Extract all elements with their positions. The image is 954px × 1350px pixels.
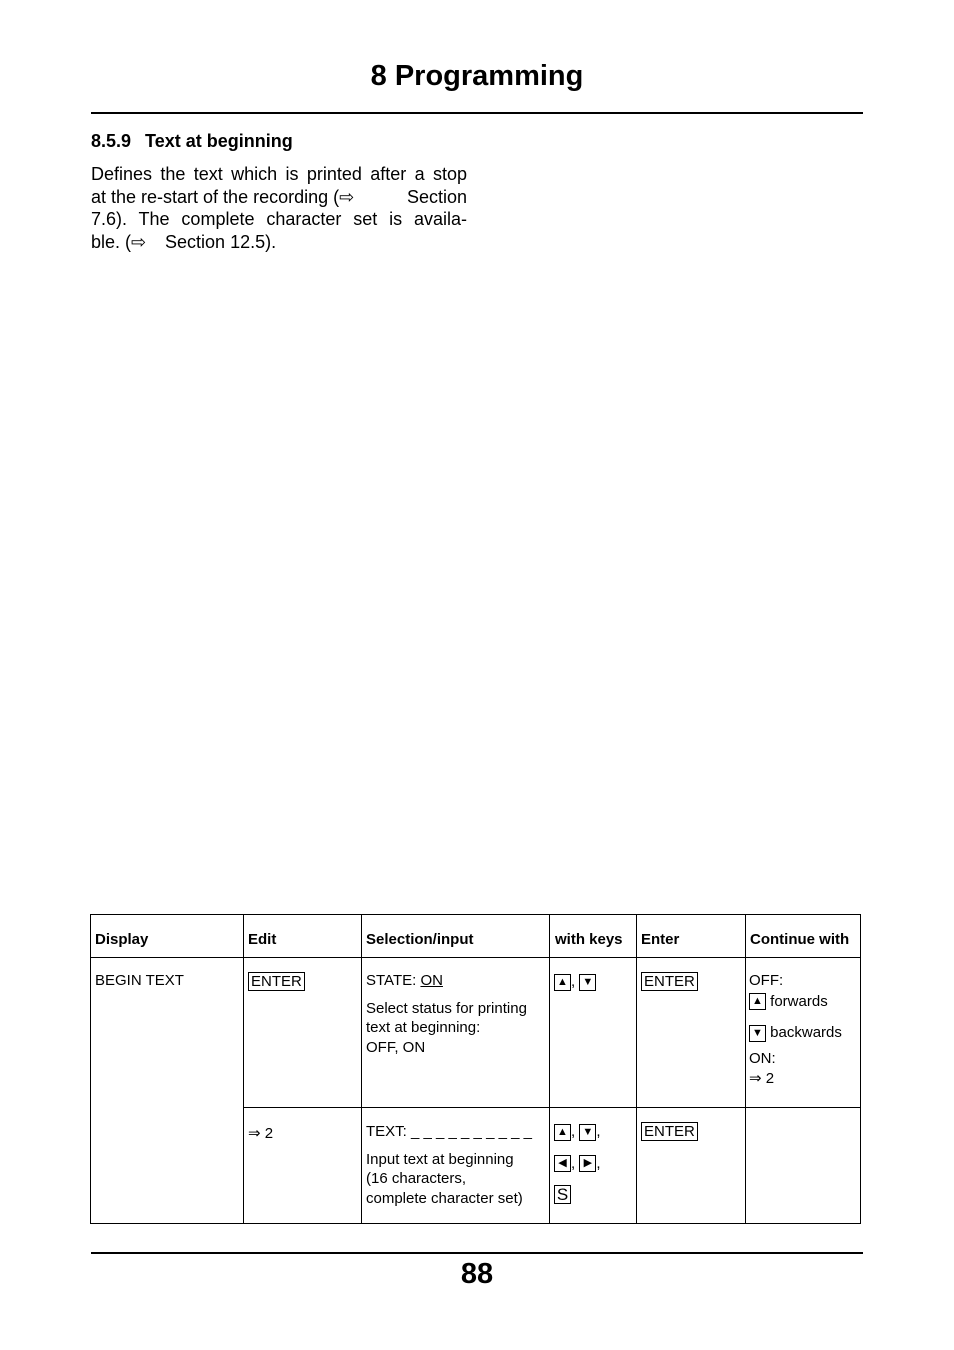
selection-desc: complete character set) [366, 1189, 523, 1207]
body-line: 7.6). The complete character set is availa- [91, 209, 467, 229]
implies-arrow-icon: ⇒ [248, 1125, 261, 1142]
state-value: ON [420, 972, 443, 989]
enter-key: ENTER [641, 972, 698, 991]
backwards-label: backwards [770, 1024, 842, 1041]
key-separator: , [571, 1123, 576, 1140]
right-arrow-key-icon: ▶ [579, 1155, 596, 1172]
table-border [745, 914, 746, 1224]
on-target: 2 [765, 1070, 775, 1087]
body-line [91, 186, 467, 209]
state-label: STATE: [366, 972, 421, 989]
keys-cell [554, 972, 596, 992]
body-text: ble. ( [91, 231, 132, 252]
body-line [91, 231, 467, 254]
table-border [243, 1107, 861, 1108]
section-number: 8.5.9 [91, 131, 132, 151]
text-label: TEXT: _ _ _ _ _ _ _ _ _ _ [366, 1123, 532, 1140]
table-border [860, 914, 861, 1224]
body-line: Defines the text which is printed after a stop [91, 164, 467, 184]
up-arrow-key-icon: ▲ [554, 1124, 571, 1141]
selection-desc: text at beginning: [366, 1019, 481, 1036]
section-heading [91, 131, 293, 152]
open-arrow-right-icon: ⇨ [339, 186, 355, 207]
table-border [243, 914, 244, 1224]
selection-cell [366, 1122, 546, 1208]
section-body [91, 163, 467, 253]
chapter-title: 8 Programming [370, 60, 584, 92]
keys-cell [554, 1122, 634, 1206]
down-arrow-key-icon: ▼ [749, 1025, 766, 1042]
implies-arrow-icon: ⇒ [749, 1070, 762, 1087]
selection-cell [366, 971, 546, 1057]
section-title: Text at beginning [145, 131, 293, 151]
body-text: at the re-start of the recording ( [91, 186, 340, 207]
forwards-label: forwards [770, 992, 828, 1010]
edit-cell [248, 1124, 273, 1144]
on-label: ON: [749, 1049, 776, 1067]
enter-cell [641, 972, 698, 992]
edit-cell [248, 972, 305, 992]
header-keys: with keys [555, 931, 623, 948]
header-rule [91, 112, 863, 114]
table-border [636, 914, 637, 1224]
header-enter: Enter [641, 931, 680, 948]
body-text: Section [406, 186, 467, 207]
left-arrow-key-icon: ◀ [554, 1155, 571, 1172]
header-edit: Edit [248, 931, 277, 948]
selection-desc: Input text at beginning [366, 1150, 514, 1168]
enter-key: ENTER [641, 1122, 698, 1141]
key-separator: , [571, 1154, 576, 1172]
off-label: OFF: [749, 972, 784, 989]
table-border [90, 914, 91, 1224]
footer-rule [91, 1252, 863, 1254]
open-arrow-right-icon: ⇨ [131, 231, 147, 252]
key-separator: , [571, 973, 576, 990]
body-text: Section 12.5). [165, 231, 277, 252]
up-arrow-key-icon: ▲ [749, 993, 766, 1010]
key-separator: , [596, 1123, 601, 1140]
down-arrow-key-icon: ▼ [579, 974, 596, 991]
enter-key: ENTER [248, 972, 305, 991]
down-arrow-key-icon: ▼ [579, 1124, 596, 1141]
table-border [361, 914, 362, 1224]
table-border [549, 914, 550, 1224]
display-begin-text: BEGIN TEXT [95, 972, 184, 989]
header-selection: Selection/input [366, 931, 474, 948]
key-separator: , [596, 1154, 601, 1172]
selection-desc: (16 characters, [366, 1170, 467, 1187]
header-continue: Continue with [750, 931, 850, 948]
edit-target: 2 [264, 1125, 274, 1142]
selection-desc: Select status for printing [366, 999, 527, 1017]
selection-desc: OFF, ON [366, 1038, 426, 1056]
programming-table [90, 914, 861, 1224]
enter-cell [641, 1122, 698, 1142]
up-arrow-key-icon: ▲ [554, 974, 571, 991]
page-number: 88 [460, 1258, 494, 1290]
s-key: S [554, 1185, 571, 1204]
continue-cell [749, 971, 859, 1089]
header-display: Display [95, 931, 149, 948]
